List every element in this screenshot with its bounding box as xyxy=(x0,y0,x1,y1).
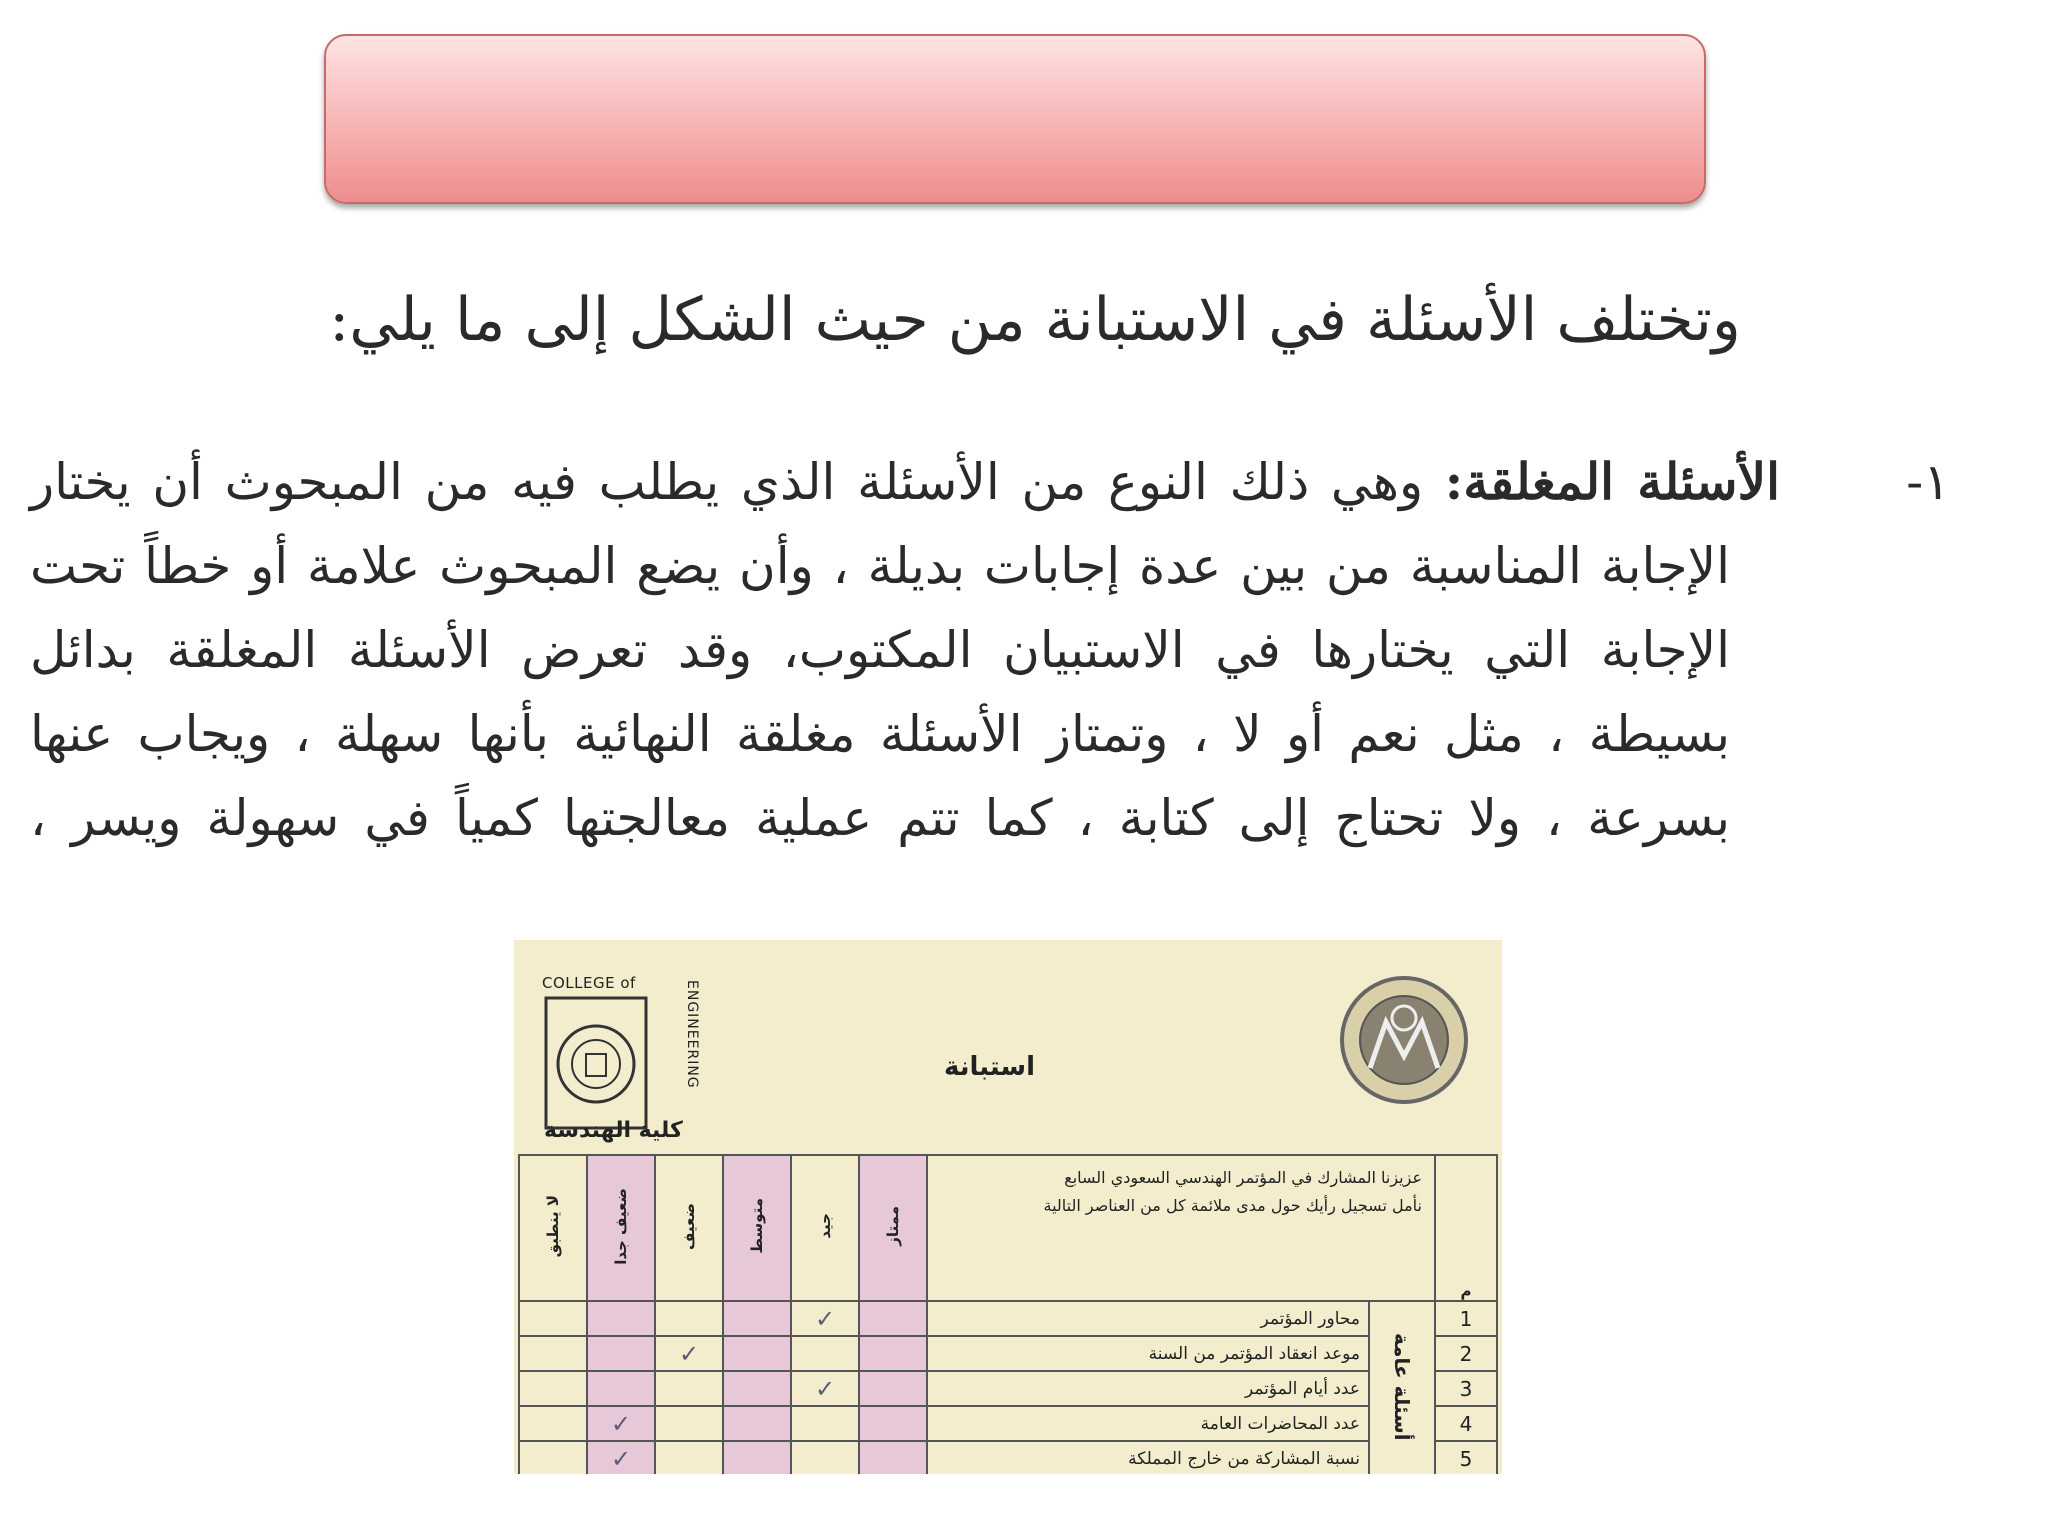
paragraph-line-4: بسيطة ، مثل نعم أو لا ، وتمتاز الأسئلة مغلقة النهائية بأنها سهلة ، ويجاب عنها xyxy=(30,705,1730,763)
term-closed-questions: الأسئلة المغلقة: xyxy=(1444,452,1780,511)
ratings-table xyxy=(518,1154,1498,1474)
item-number: ١- xyxy=(1906,453,1950,511)
engineering-label: ENGINEERING xyxy=(684,980,700,1089)
closed-questions-paragraph xyxy=(30,440,1950,860)
form-title: استبانة xyxy=(944,1052,1035,1082)
col-average: متوسط xyxy=(723,1155,791,1301)
table-row xyxy=(519,1406,1497,1441)
table-row xyxy=(519,1371,1497,1406)
col-good: جيد xyxy=(791,1155,859,1301)
paragraph-line-1: ١-الأسئلة المغلقة: وهي ذلك النوع من الأسئلة الذي يطلب فيه من المبحوث أن يختار xyxy=(30,440,1950,524)
row-item: نسبة المشاركة من خارج المملكة xyxy=(927,1441,1369,1474)
col-not-applicable: لا ينطبق xyxy=(519,1155,587,1301)
table-row xyxy=(519,1441,1497,1474)
row-item: عدد المحاضرات العامة xyxy=(927,1406,1369,1441)
check-mark: ✓ xyxy=(814,1304,836,1333)
conference-seal-icon xyxy=(1334,960,1474,1120)
table-row xyxy=(519,1336,1497,1371)
title-banner xyxy=(324,34,1706,204)
paragraph-line-2: الإجابة المناسبة من بين عدة إجابات بديلة ، وأن يضع المبحوث علامة أو خطاً تحت xyxy=(30,537,1730,595)
row-number: 4 xyxy=(1435,1406,1497,1441)
col-excellent: ممتاز xyxy=(859,1155,927,1301)
row-item: عدد أيام المؤتمر xyxy=(927,1371,1369,1406)
paragraph-line-5: بسرعة ، ولا تحتاج إلى كتابة ، كما تتم عملية معالجتها كمياً في سهولة ويسر ، xyxy=(30,789,1730,847)
col-number: م xyxy=(1435,1155,1497,1301)
questionnaire-image xyxy=(514,940,1502,1474)
group-label: أسئلة عامة xyxy=(1369,1301,1435,1474)
college-en-label: COLLEGE of xyxy=(542,974,636,992)
table-header-row xyxy=(519,1155,1497,1301)
row-number: 2 xyxy=(1435,1336,1497,1371)
page-heading: وتختلف الأسئلة في الاستبانة من حيث الشكل إلى ما يلي: xyxy=(329,285,1741,355)
college-ar-label: كلية الهندسة xyxy=(544,1118,683,1143)
row-item: موعد انعقاد المؤتمر من السنة xyxy=(927,1336,1369,1371)
col-weak: ضعيف xyxy=(655,1155,723,1301)
intro-text: عزيزنا المشارك في المؤتمر الهندسي السعودي السابع نأمل تسجيل رأيك حول مدى ملائمة كل من العناصر التالية xyxy=(927,1155,1435,1301)
row-number: 1 xyxy=(1435,1301,1497,1336)
row-number: 3 xyxy=(1435,1371,1497,1406)
check-mark: ✓ xyxy=(610,1409,632,1438)
paragraph-line-3: الإجابة التي يختارها في الاستبيان المكتوب، وقد تعرض الأسئلة المغلقة بدائل xyxy=(30,621,1730,679)
table-row xyxy=(519,1301,1497,1336)
row-number: 5 xyxy=(1435,1441,1497,1474)
check-mark: ✓ xyxy=(678,1339,700,1368)
check-mark: ✓ xyxy=(814,1374,836,1403)
college-logo-icon xyxy=(542,974,682,1174)
check-mark: ✓ xyxy=(610,1444,632,1473)
row-item: محاور المؤتمر xyxy=(927,1301,1369,1336)
col-very-weak: ضعيف جدا xyxy=(587,1155,655,1301)
